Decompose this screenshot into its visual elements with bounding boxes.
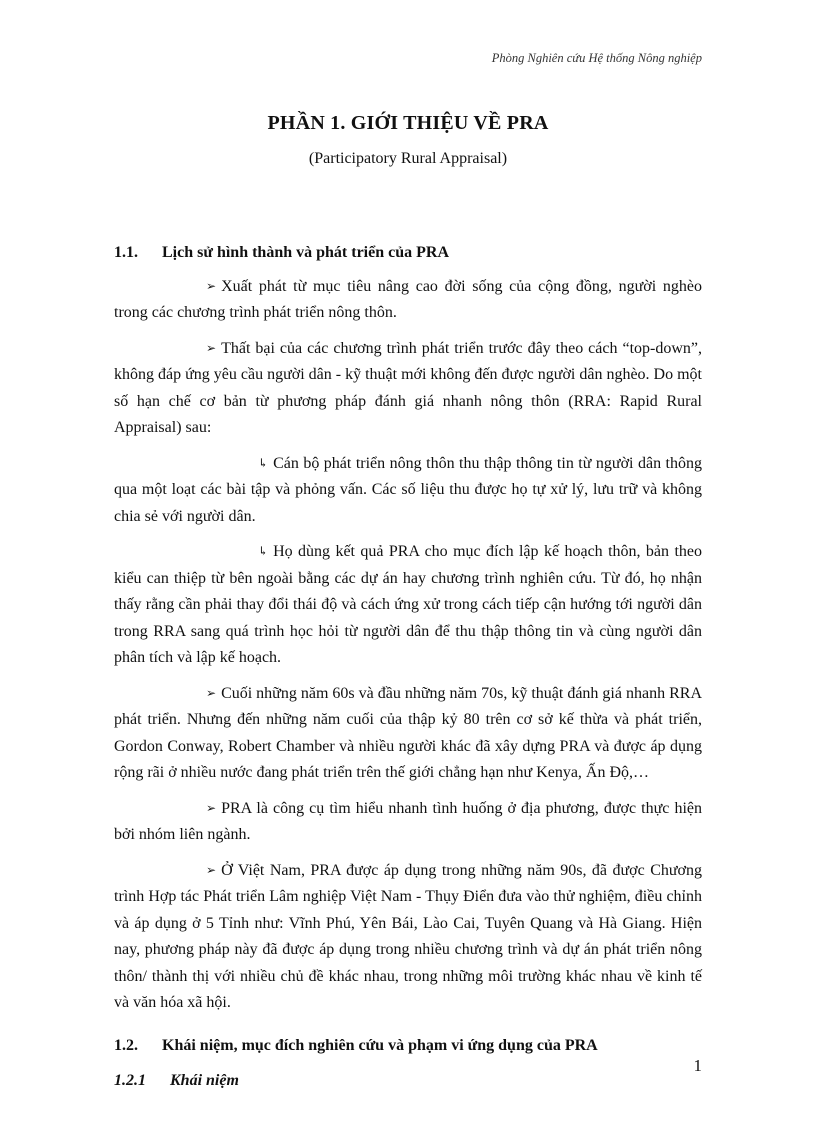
section-title: Khái niệm: [170, 1072, 239, 1089]
paragraph-text: Họ dùng kết quả PRA cho mục đích lập kế hoạch thôn, bản theo kiểu can thiệp từ bên ngoài bằng các dự án hay chương trình nghiên cứu. Từ đó, họ nhận thấy rằng cần phải thay đổi thái độ và cách ứng xử trong cách tiếp cận hướng tới người dân trong RRA sang quá trình học hỏi từ người dân để thu thập thông tin và cùng người dân phân tích và lập kế hoạch.: [114, 543, 702, 666]
arrow-bullet-icon: ➢: [206, 685, 217, 700]
paragraph: [114, 858, 702, 1017]
section-number: 1.2.1: [114, 1072, 146, 1089]
paragraph: [114, 274, 702, 327]
section-heading-1-2-1: [114, 1068, 702, 1095]
page-number: 1: [693, 1056, 702, 1075]
section-number: 1.1.: [114, 244, 138, 261]
hook-arrow-icon: ↳: [258, 544, 269, 558]
paragraph-text: Ở Việt Nam, PRA được áp dụng trong những năm 90s, đã được Chương trình Hợp tác Phát triển Lâm nghiệp Việt Nam - Thụy Điển đưa vào thử nghiệm, điều chỉnh và áp dụng ở 5 Tỉnh như: Vĩnh Phú, Yên Bái, Lào Cai, Tuyên Quang và Hà Giang. Hiện nay, phương pháp này đã được áp dụng trong nhiều chương trình và dự án phát triển nông thôn/ thành thị với nhiều chủ đề khác nhau, trong những môi trường khác nhau về kinh tế và văn hóa xã hội.: [114, 861, 702, 1011]
paragraph-text: PRA là công cụ tìm hiểu nhanh tình huống ở địa phương, được thực hiện bởi nhóm liên ngành.: [114, 799, 702, 843]
arrow-bullet-icon: ➢: [206, 800, 217, 815]
arrow-bullet-icon: ➢: [206, 340, 217, 355]
arrow-bullet-icon: ➢: [206, 278, 217, 293]
section-title: Khái niệm, mục đích nghiên cứu và phạm vi ứng dụng của PRA: [162, 1036, 598, 1054]
paragraph-text: Cán bộ phát triển nông thôn thu thập thông tin từ người dân thông qua một loạt các bài tập và phỏng vấn. Các số liệu thu được họ tự xử lý, lưu trữ và không chia sẻ với người dân.: [114, 454, 702, 525]
section-heading-1-1: [114, 240, 702, 267]
paragraph-text: Thất bại của các chương trình phát triển trước đây theo cách “top-down”, không đáp ứng yêu cầu người dân - kỹ thuật mới không đến được người dân nghèo. Do một số hạn chế cơ bản từ phương pháp đánh giá nhanh nông thôn (RRA: Rapid Rural Appraisal) sau:: [114, 339, 702, 436]
sub-paragraph: [114, 539, 702, 672]
paragraph-text: Cuối những năm 60s và đầu những năm 70s, kỹ thuật đánh giá nhanh RRA phát triển. Nhưng đến những năm cuối của thập kỷ 80 trên cơ sở kế thừa và phát triển, Gordon Conway, Robert Chamber và nhiều người khác đã xây dựng PRA và được áp dụng rộng rãi ở nhiều nước đang phát triển trên thế giới chẳng hạn như Kenya, Ấn Độ,…: [114, 684, 702, 781]
paragraph: [114, 681, 702, 787]
section-title: Lịch sử hình thành và phát triển của PRA: [162, 244, 449, 261]
document-body: [114, 240, 702, 1095]
section-heading-1-2: [114, 1033, 702, 1060]
paragraph: [114, 796, 702, 849]
arrow-bullet-icon: ➢: [206, 862, 217, 877]
running-header: Phòng Nghiên cứu Hệ thống Nông nghiệp: [491, 51, 702, 65]
hook-arrow-icon: ↳: [258, 455, 269, 470]
page-subtitle: (Participatory Rural Appraisal): [308, 150, 508, 167]
sub-paragraph: [114, 451, 702, 531]
section-number: 1.2.: [114, 1036, 138, 1054]
paragraph: [114, 336, 702, 442]
paragraph-text: Xuất phát từ mục tiêu nâng cao đời sống của cộng đồng, người nghèo trong các chương trình phát triển nông thôn.: [114, 277, 702, 321]
page-title: PHẦN 1. GIỚI THIỆU VỀ PRA: [267, 112, 549, 134]
